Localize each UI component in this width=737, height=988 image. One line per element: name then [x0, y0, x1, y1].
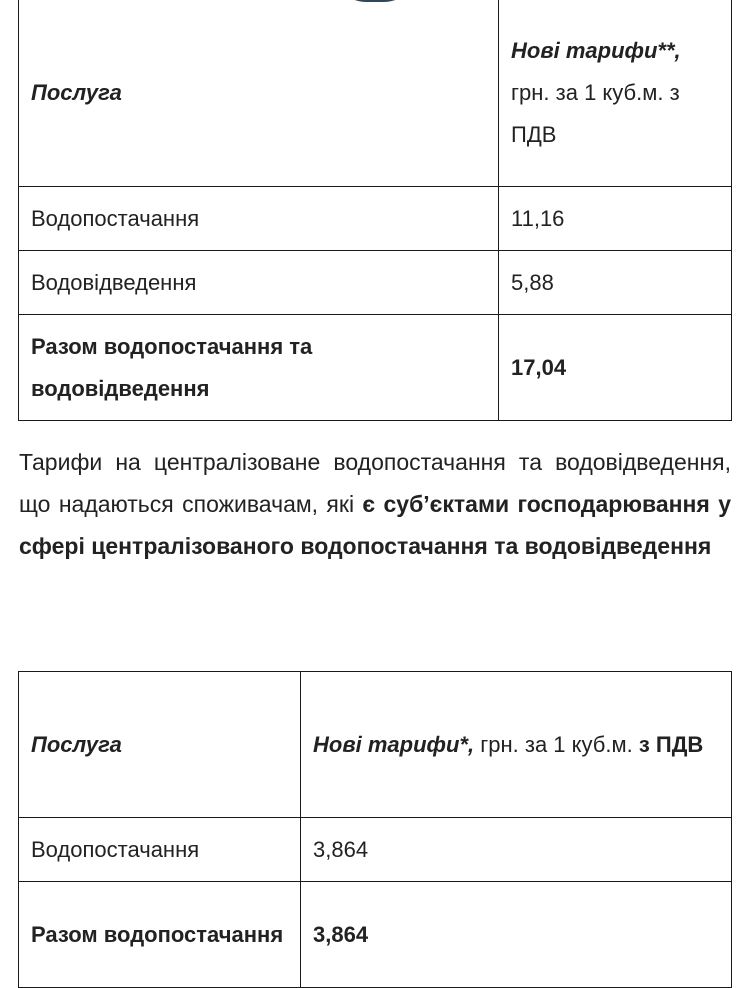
header-service-label: Послуга — [31, 79, 122, 105]
table-total-row — [19, 882, 732, 988]
header-tariff-unit: грн. за 1 куб.м. — [480, 731, 633, 757]
row-value-label: 3,864 — [313, 836, 369, 862]
total-value-label: 17,04 — [511, 354, 567, 380]
row-service-label: Водовідведення — [31, 269, 197, 295]
header-tariff — [301, 672, 732, 818]
header-tariff-unit: грн. за 1 куб.м. з ПДВ — [511, 79, 680, 147]
header-service-label: Послуга — [31, 731, 122, 757]
total-value — [301, 882, 732, 988]
total-service-label: Разом водопостачання — [31, 921, 284, 947]
row-service — [19, 818, 301, 882]
total-value-label: 3,864 — [313, 921, 369, 947]
table-header-row — [19, 672, 732, 818]
total-service-label: Разом водопостачання та водовідведення — [31, 333, 313, 401]
header-tariff — [499, 0, 732, 187]
tariff-table-2 — [18, 671, 732, 988]
header-tariff-title: Нові тарифи*, — [313, 731, 475, 757]
row-value-label: 5,88 — [511, 269, 554, 295]
table-header-row — [19, 0, 732, 187]
paragraph-bold-text: є суб’єктами господарювання у сфері централізованого водопостачання та водовідведення — [19, 491, 731, 559]
table-row — [19, 818, 732, 882]
paragraph-text: Тарифи на централізоване водопостачання та водовідведення, що надаються споживачам, які — [19, 449, 731, 517]
tariff-table-1 — [18, 0, 732, 421]
row-service-label: Водопостачання — [31, 205, 200, 231]
row-value — [499, 251, 732, 315]
description-paragraph — [19, 441, 731, 567]
row-value-label: 11,16 — [511, 205, 565, 231]
row-service-label: Водопостачання — [31, 836, 200, 862]
header-service — [19, 672, 301, 818]
row-service — [19, 187, 499, 251]
row-value — [301, 818, 732, 882]
table-row — [19, 251, 732, 315]
header-service — [19, 0, 499, 187]
total-service — [19, 315, 499, 421]
total-value — [499, 315, 732, 421]
table-total-row — [19, 315, 732, 421]
table-row — [19, 187, 732, 251]
row-service — [19, 251, 499, 315]
header-tariff-title: Нові тарифи**, — [511, 37, 681, 63]
row-value — [499, 187, 732, 251]
header-tariff-unit-bold: з ПДВ — [638, 731, 704, 757]
total-service — [19, 882, 301, 988]
